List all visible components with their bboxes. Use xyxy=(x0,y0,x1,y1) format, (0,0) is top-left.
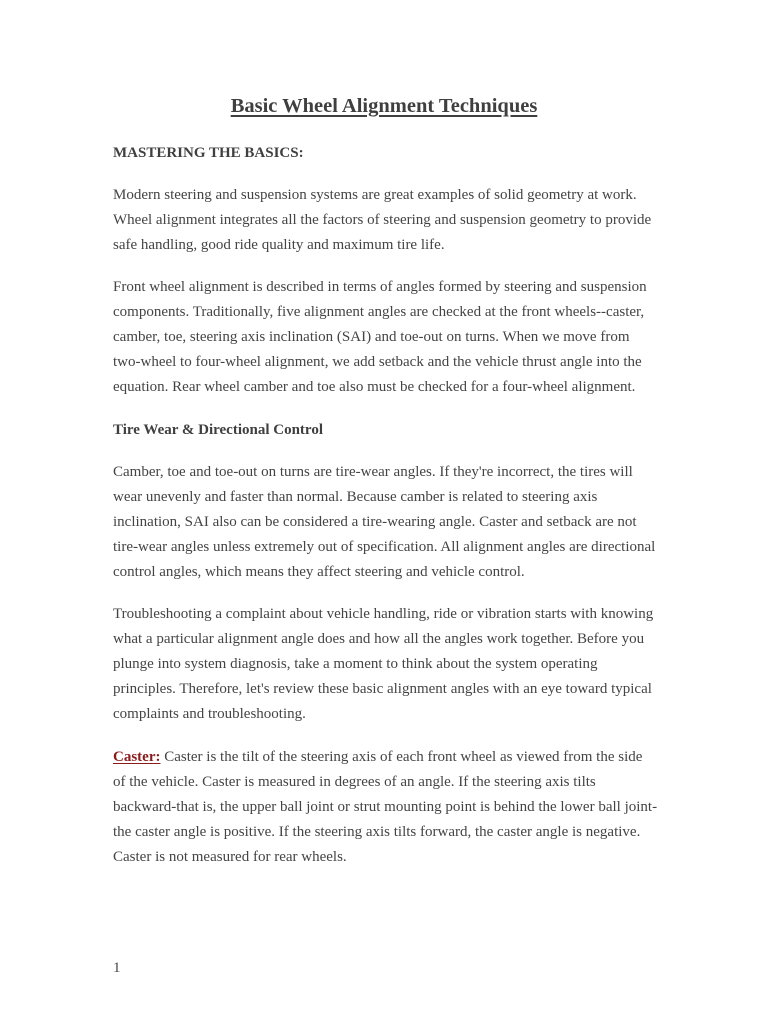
subheading-tire-wear: Tire Wear & Directional Control xyxy=(113,422,323,438)
section-heading: MASTERING THE BASICS: xyxy=(113,145,304,161)
caster-term: Caster: xyxy=(113,749,161,765)
page-number: 1 xyxy=(113,960,121,976)
paragraph-caster xyxy=(113,745,658,870)
paragraph-intro: Modern steering and suspension systems are great examples of solid geometry at work. Wheel alignment integrates all the factors of steering and suspension geometry to provide safe handling, good ride quality and maximum tire life. xyxy=(113,187,652,253)
paragraph-troubleshooting: Troubleshooting a complaint about vehicle handling, ride or vibration starts with knowing what a particular alignment angle does and how all the angles work together. Before you plunge into system diagnosis, take a moment to think about the system operating principles. Therefore, let's review these basic alignment angles with an eye toward typical complaints and troubleshooting. xyxy=(113,606,654,722)
paragraph-front-alignment: Front wheel alignment is described in terms of angles formed by steering and suspension components. Traditionally, five alignment angles are checked at the front wheels--caster, camber, toe, steering axis inclination (SAI) and toe-out on turns. When we move from two-wheel to four-wheel alignment, we add setback and the vehicle thrust angle into the equation. Rear wheel camber and toe also must be checked for a four-wheel alignment. xyxy=(113,279,647,395)
document-title: Basic Wheel Alignment Techniques xyxy=(230,95,538,117)
paragraph-tire-wear: Camber, toe and toe-out on turns are tire-wear angles. If they're incorrect, the tires will wear unevenly and faster than normal. Because camber is related to steering axis inclination, SAI also can be considered a tire-wearing angle. Caster and setback are not tire-wear angles unless extremely out of specification. All alignment angles are directional control angles, which means they affect steering and vehicle control. xyxy=(113,464,656,580)
caster-definition: Caster is the tilt of the steering axis of each front wheel as viewed from the side of the vehicle. Caster is measured in degrees of an angle. If the steering axis tilts backward-that is, the upper ball joint or strut mounting point is behind the lower ball joint-the caster angle is positive. If the steering axis tilts forward, the caster angle is negative. Caster is not measured for rear wheels. xyxy=(113,749,658,865)
